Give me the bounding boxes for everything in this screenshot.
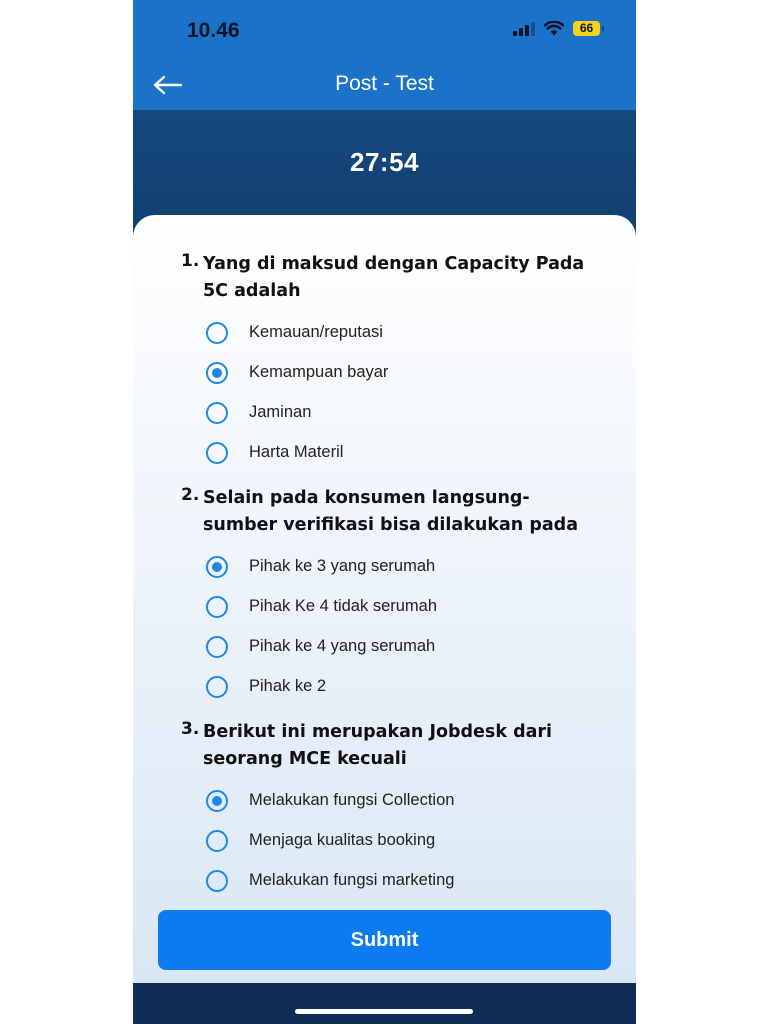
option-label: Melakukan fungsi marketing bbox=[249, 871, 455, 889]
option-q2-a[interactable] bbox=[206, 556, 556, 584]
question-text: Yang di maksud dengan Capacity Pada 5C adalah bbox=[203, 254, 585, 301]
app-bar bbox=[133, 62, 636, 110]
option-label: Pihak ke 4 yang serumah bbox=[249, 637, 436, 655]
option-q1-c[interactable] bbox=[206, 402, 556, 430]
radio-button[interactable] bbox=[206, 402, 228, 424]
radio-button-selected[interactable] bbox=[206, 556, 228, 578]
radio-button[interactable] bbox=[206, 676, 228, 698]
option-label: Kemampuan bayar bbox=[249, 363, 389, 381]
radio-button-selected[interactable] bbox=[206, 362, 228, 384]
battery-icon bbox=[573, 21, 600, 36]
radio-button[interactable] bbox=[206, 870, 228, 892]
option-q1-b[interactable] bbox=[206, 362, 556, 390]
option-label: Jaminan bbox=[249, 403, 312, 421]
radio-button[interactable] bbox=[206, 442, 228, 464]
option-q2-c[interactable] bbox=[206, 636, 556, 664]
countdown-timer: 27:54 bbox=[350, 147, 419, 177]
page-title: Post - Test bbox=[335, 72, 434, 95]
radio-button[interactable] bbox=[206, 322, 228, 344]
question-card bbox=[133, 215, 636, 983]
option-q1-a[interactable] bbox=[206, 322, 556, 350]
battery-level: 66 bbox=[579, 21, 594, 35]
option-q3-a[interactable] bbox=[206, 790, 556, 818]
home-indicator bbox=[295, 1009, 473, 1014]
question-number: 2. bbox=[181, 485, 200, 505]
option-q2-b[interactable] bbox=[206, 596, 556, 624]
question-text: Selain pada konsumen langsung-sumber verifikasi bisa dilakukan pada bbox=[203, 488, 579, 535]
radio-button[interactable] bbox=[206, 830, 228, 852]
radio-button[interactable] bbox=[206, 636, 228, 658]
submit-button[interactable]: Submit bbox=[158, 910, 611, 970]
option-label: Pihak Ke 4 tidak serumah bbox=[249, 597, 438, 615]
status-icons bbox=[513, 21, 600, 36]
radio-button-selected[interactable] bbox=[206, 790, 228, 812]
option-label: Harta Materil bbox=[249, 443, 344, 461]
option-q2-d[interactable] bbox=[206, 676, 556, 704]
option-label: Menjaga kualitas booking bbox=[249, 831, 436, 849]
option-label: Pihak ke 2 bbox=[249, 677, 327, 695]
question-number: 3. bbox=[181, 719, 200, 739]
status-time: 10.46 bbox=[187, 19, 240, 42]
radio-button[interactable] bbox=[206, 596, 228, 618]
status-bar bbox=[133, 0, 636, 62]
option-label: Pihak ke 3 yang serumah bbox=[249, 557, 436, 575]
phone-screen bbox=[133, 0, 636, 1024]
option-label: Kemauan/reputasi bbox=[249, 323, 383, 341]
wifi-icon bbox=[544, 21, 564, 36]
option-q1-d[interactable] bbox=[206, 442, 556, 470]
cellular-signal-icon bbox=[513, 22, 535, 36]
option-q3-c[interactable] bbox=[206, 870, 556, 898]
option-q3-b[interactable] bbox=[206, 830, 556, 858]
question-text: Berikut ini merupakan Jobdesk dari seorang MCE kecuali bbox=[203, 722, 553, 769]
question-number: 1. bbox=[181, 251, 200, 271]
option-label: Melakukan fungsi Collection bbox=[249, 791, 455, 809]
